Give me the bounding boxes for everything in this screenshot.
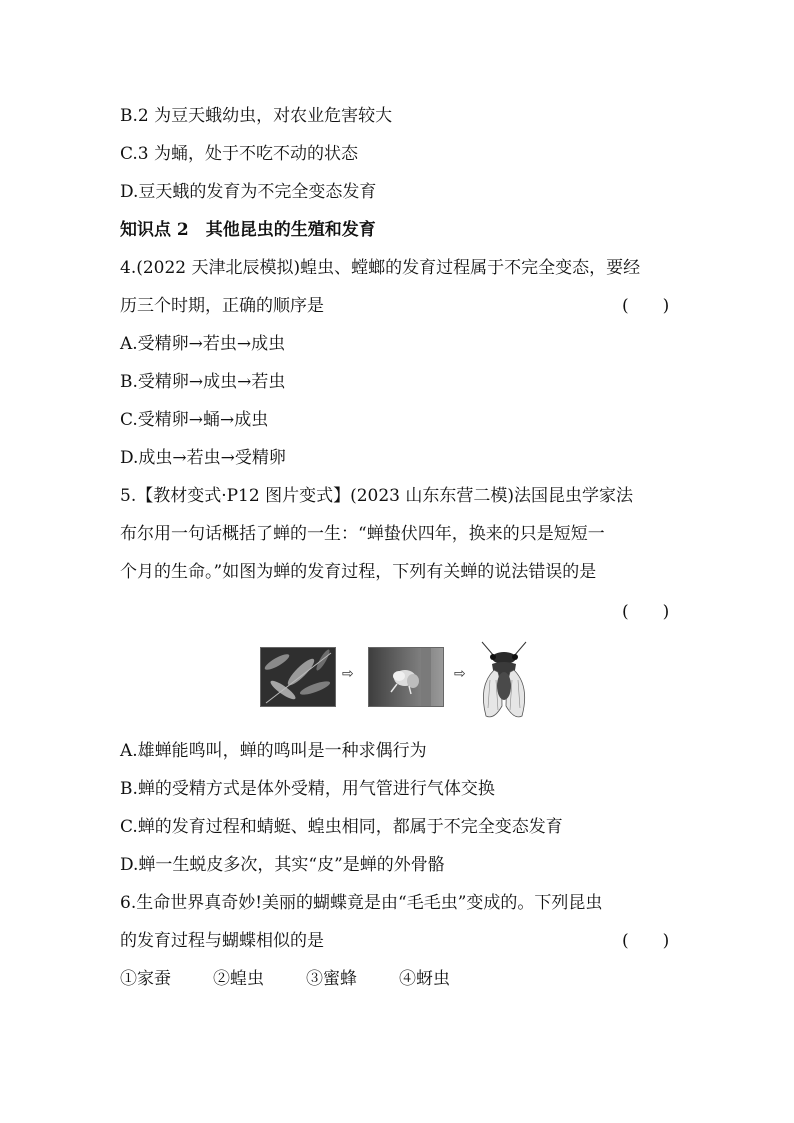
q4-option-c: C.受精卵→蛹→成虫 [120, 410, 269, 430]
q6-choice-2: ②蝗虫 [213, 969, 264, 989]
q4-option-b: B.受精卵→成虫→若虫 [120, 372, 286, 392]
q6-stem-line1: 6.生命世界真奇妙!美丽的蝴蝶竟是由“毛毛虫”变成的。下列昆虫 [120, 893, 603, 913]
q5-option-a: A.雄蝉能鸣叫，蝉的鸣叫是一种求偶行为 [120, 741, 427, 761]
q6-stem-line2: 的发育过程与蝴蝶相似的是 [120, 931, 324, 951]
cicada-nymph-photo [368, 647, 444, 707]
q5-option-d: D.蝉一生蜕皮多次，其实“皮”是蝉的外骨骼 [120, 855, 445, 875]
arrow-icon: ⇨ [454, 666, 466, 682]
q6-choice-3: ③蜜蜂 [306, 969, 357, 989]
q6-answer-blank: ( ) [622, 931, 670, 951]
q3-option-b: B.2 为豆天蛾幼虫，对农业危害较大 [120, 106, 393, 126]
q3-option-c: C.3 为蛹，处于不吃不动的状态 [120, 144, 359, 164]
q4-option-a: A.受精卵→若虫→成虫 [120, 334, 286, 354]
q6-choice-4: ④蚜虫 [399, 969, 450, 989]
q4-stem-line1: 4.(2022 天津北辰模拟)蝗虫、螳螂的发育过程属于不完全变态，要经 [120, 258, 641, 278]
adult-cicada-photo [472, 636, 536, 722]
section-heading: 知识点 2 其他昆虫的生殖和发育 [120, 220, 376, 240]
q4-option-d: D.成虫→若虫→受精卵 [120, 448, 286, 468]
cicada-development-figure [258, 636, 538, 722]
q4-stem-line2: 历三个时期，正确的顺序是 [120, 296, 324, 316]
q5-answer-blank: ( ) [622, 602, 670, 622]
q5-stem-line1: 5.【教材变式·P12 图片变式】(2023 山东东营二模)法国昆虫学家法 [120, 486, 634, 506]
q5-option-b: B.蝉的受精方式是体外受精，用气管进行气体交换 [120, 779, 495, 799]
q6-choice-1: ①家蚕 [120, 969, 171, 989]
q5-option-c: C.蝉的发育过程和蜻蜓、蝗虫相同，都属于不完全变态发育 [120, 817, 563, 837]
q5-stem-line3: 个月的生命。”如图为蝉的发育过程，下列有关蝉的说法错误的是 [120, 562, 597, 582]
cicada-eggs-on-leaves-photo [260, 647, 336, 707]
q4-answer-blank: ( ) [622, 296, 670, 316]
arrow-icon: ⇨ [342, 666, 354, 682]
q3-option-d: D.豆天蛾的发育为不完全变态发育 [120, 182, 377, 202]
q5-stem-line2: 布尔用一句话概括了蝉的一生：“蝉蛰伏四年，换来的只是短短一 [120, 524, 605, 544]
